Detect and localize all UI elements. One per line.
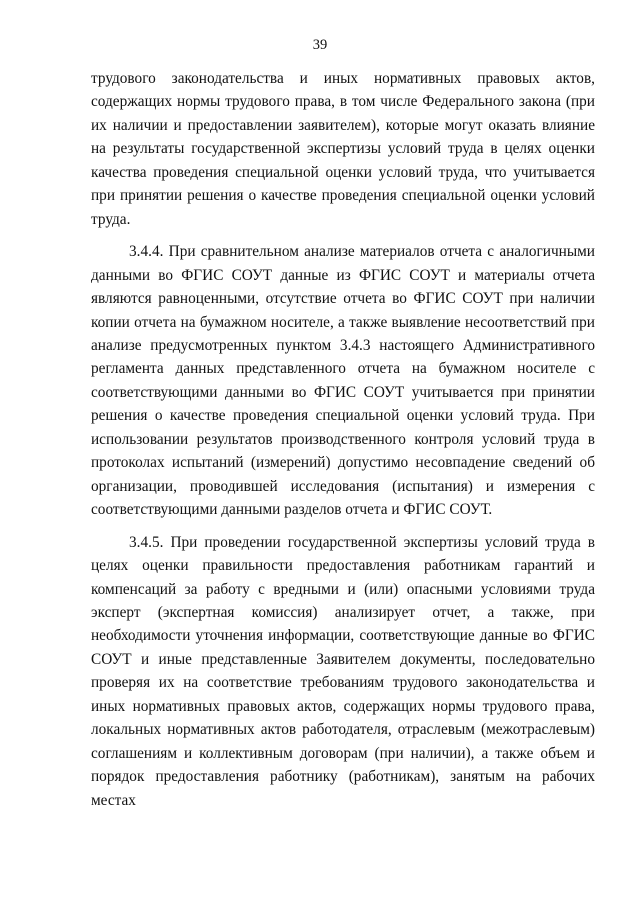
paragraph-3-4-4: 3.4.4. При сравнительном анализе материалов отчета с аналогичными данными во ФГИС СОУТ данные из ФГИС СОУТ и материалы отчета являются равноценными, отсутствие отчета во ФГИС СОУТ при наличии копии отчета на бумажном носителе, а также выявление несоответствий при анализе предусмотренных пунктом 3.4.3 настоящего Административного регламента данных представленного отчета на бумажном носителе с соответствующими данными во ФГИС СОУТ учитывается при принятии решения о качестве проведения специальной оценки условий труда. При использовании результатов производственного контроля условий труда в протоколах испытаний (измерений) допустимо несовпадение сведений об организации, проводившей исследования (испытания) и измерения с соответствующими данными разделов отчета и ФГИС СОУТ. [91,243,595,519]
page-number: 39 [312,37,328,53]
document-body [91,67,595,812]
paragraph-continuation: трудового законодательства и иных нормативных правовых актов, содержащих нормы трудового права, в том числе Федерального закона (при их наличии и предоставлении заявителем), которые могут оказать влияние на результаты государственной экспертизы условий труда в целях оценки качества проведения специальной оценки условий труда, что учитывается при принятии решения о качестве проведения специальной оценки условий труда. [91,70,595,228]
paragraph-3-4-5: 3.4.5. При проведении государственной экспертизы условий труда в целях оценки правильности предоставления работникам гарантий и компенсаций за работу с вредными и (или) опасными условиями труда эксперт (экспертная комиссия) анализирует отчет, а также, при необходимости уточнения информации, соответствующие данные во ФГИС СОУТ и иные представленные Заявителем документы, последовательно проверяя их на соответствие требованиям трудового законодательства и иных нормативных правовых актов, содержащих нормы трудового права, локальных нормативных актов работодателя, отраслевым (межотраслевым) соглашениям и коллективным договорам (при наличии), а также объем и порядок предоставления работнику (работникам), занятым на рабочих местах [91,533,595,809]
